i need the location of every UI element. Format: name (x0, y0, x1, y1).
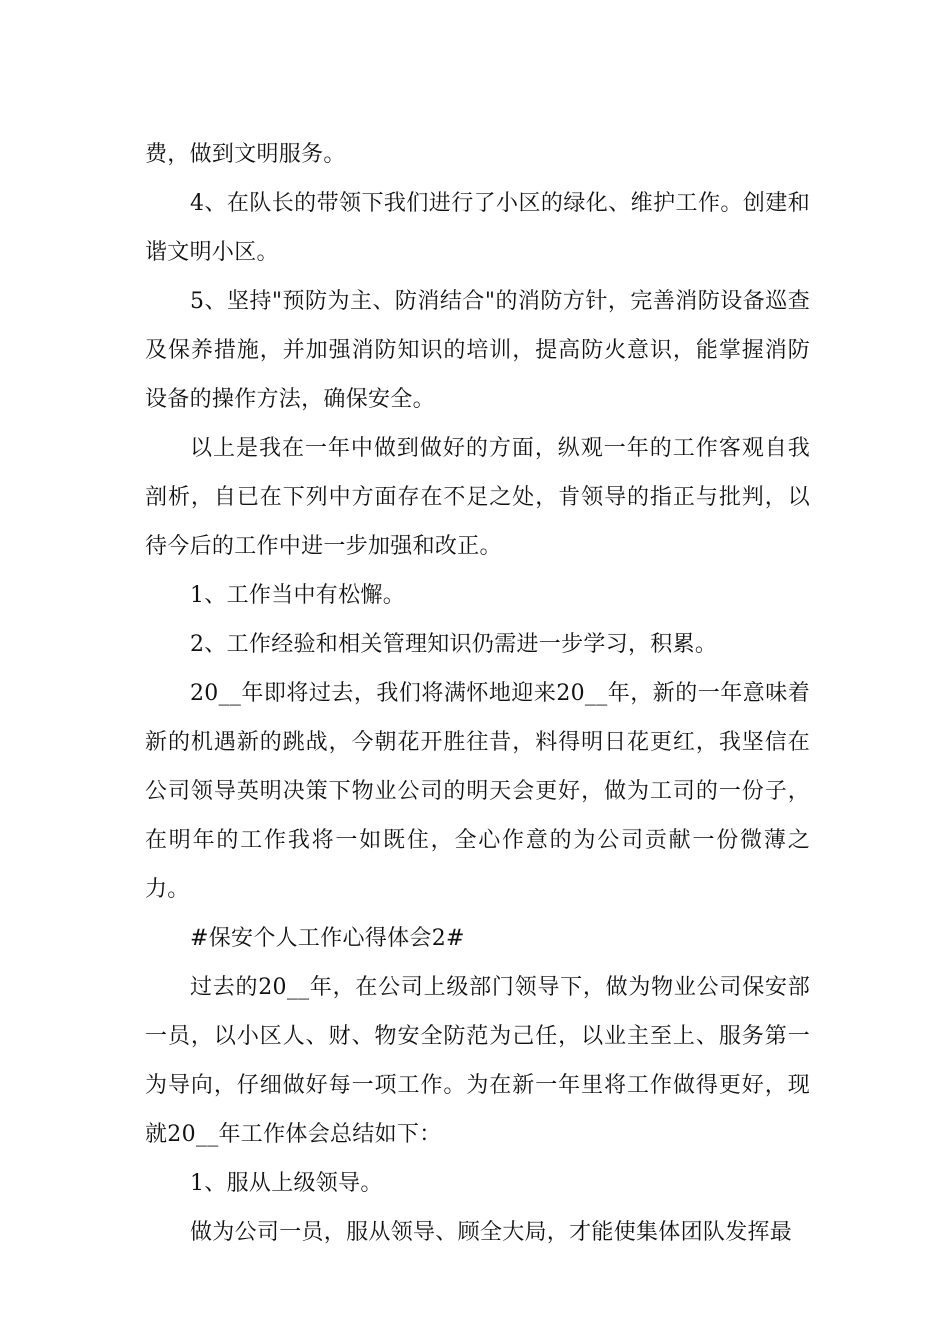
paragraph-item-5-fire-safety: 5、坚持"预防为主、防消结合"的消防方针，完善消防设备巡查及保养措施，并加强消防知识的培训，提高防火意识，能掌握消防设备的操作方法，确保安全。 (145, 289, 810, 412)
paragraph-point-1-body: 做为公司一员，服从领导、顾全大局，才能使集体团队发挥最 (190, 1220, 793, 1245)
document-body (145, 130, 810, 1257)
paragraph-point-1: 1、服从上级领导。 (190, 1171, 383, 1196)
paragraph-outlook: 20__年即将过去，我们将满怀地迎来20__年，新的一年意味着新的机遇新的跳战，今朝花开胜往昔，料得明日花更红，我坚信在公司领导英明决策下物业公司的明天会更好，做为工司的一份子，在明年的工作我将一如既住，全心作意的为公司贡献一份微薄之力。 (145, 681, 810, 902)
paragraph-item-4-greening: 4、在队长的带领下我们进行了小区的绿化、维护工作。创建和谐文明小区。 (145, 191, 810, 265)
paragraph-shortcoming-1: 1、工作当中有松懈。 (190, 583, 405, 608)
paragraph-intro: 过去的20__年，在公司上级部门领导下，做为物业公司保安部一员，以小区人、财、物安全防范为己任，以业主至上、服务第一为导向，仔细做好每一项工作。为在新一年里将工作做得更好，现就20__年工作体会总结如下： (145, 975, 810, 1147)
paragraph-shortcoming-2: 2、工作经验和相关管理知识仍需进一步学习，积累。 (190, 632, 718, 657)
paragraph-self-analysis: 以上是我在一年中做到做好的方面，纵观一年的工作客观自我剖析，自已在下列中方面存在不足之处，肯领导的指正与批判，以待今后的工作中进一步加强和改正。 (145, 436, 810, 559)
paragraph-continuation: 费，做到文明服务。 (145, 142, 346, 167)
section-heading: #保安个人工作心得体会2# (190, 926, 465, 951)
